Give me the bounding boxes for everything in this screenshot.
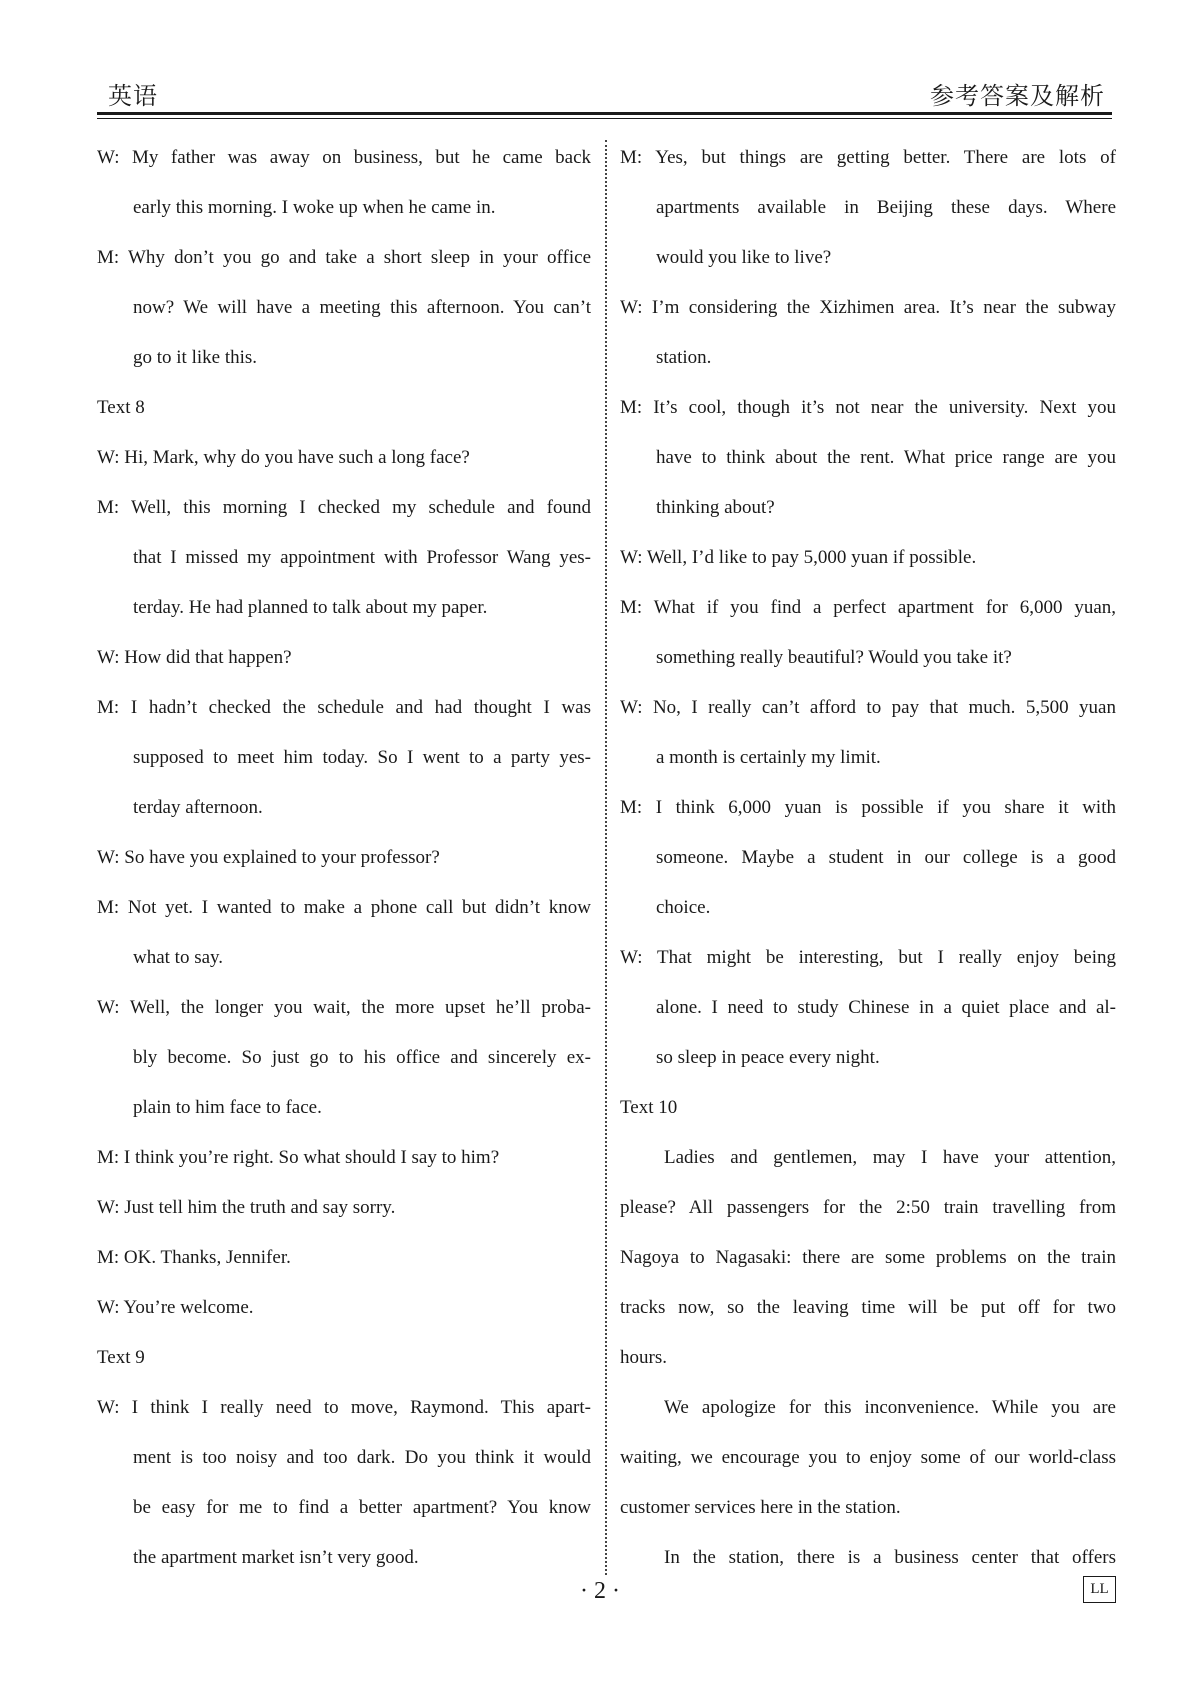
text-line: W: Just tell him the truth and say sorry.	[97, 1197, 396, 1218]
ll-badge: LL	[1083, 1576, 1116, 1603]
text-line: Text 9	[97, 1347, 145, 1368]
text-line: Ladies and gentlemen, may I have your attention,	[664, 1147, 1116, 1168]
text-line: M: I think 6,000 yuan is possible if you share it with	[620, 797, 1116, 818]
text-line: W: I’m considering the Xizhimen area. It’s near the subway	[620, 297, 1116, 318]
column-divider	[605, 140, 607, 1575]
header-rule-thin	[97, 118, 1112, 119]
text-line: someone. Maybe a student in our college is a good	[656, 847, 1116, 868]
text-line: W: That might be interesting, but I really enjoy being	[620, 947, 1116, 968]
text-line: bly become. So just go to his office and sincerely ex-	[133, 1047, 591, 1068]
header-rule-thick	[97, 112, 1112, 115]
text-line: please? All passengers for the 2:50 train travelling from	[620, 1197, 1116, 1218]
text-line: terday. He had planned to talk about my paper.	[133, 597, 488, 618]
text-line: W: Well, I’d like to pay 5,000 yuan if possible.	[620, 547, 977, 568]
page-number: · 2 ·	[580, 1578, 620, 1604]
text-line: ment is too noisy and too dark. Do you think it would	[133, 1447, 591, 1468]
text-line: apartments available in Beijing these days. Where	[656, 197, 1116, 218]
text-line: Nagoya to Nagasaki: there are some problems on the train	[620, 1247, 1116, 1268]
text-line: W: So have you explained to your professor?	[97, 847, 440, 868]
text-line: In the station, there is a business center that offers	[664, 1547, 1116, 1568]
text-line: plain to him face to face.	[133, 1097, 322, 1118]
text-line: tracks now, so the leaving time will be put off for two	[620, 1297, 1116, 1318]
text-line: choice.	[656, 897, 711, 918]
text-line: W: My father was away on business, but he came back	[97, 147, 591, 168]
text-line: M: Not yet. I wanted to make a phone call but didn’t know	[97, 897, 591, 918]
text-line: go to it like this.	[133, 347, 258, 368]
text-line: thinking about?	[656, 497, 775, 518]
text-line: W: How did that happen?	[97, 647, 292, 668]
text-line: early this morning. I woke up when he came in.	[133, 197, 496, 218]
text-line: have to think about the rent. What price range are you	[656, 447, 1116, 468]
text-line: M: Why don’t you go and take a short sleep in your office	[97, 247, 591, 268]
text-line: what to say.	[133, 947, 224, 968]
text-line: M: I think you’re right. So what should I say to him?	[97, 1147, 500, 1168]
left-column	[97, 133, 591, 1583]
text-line: station.	[656, 347, 712, 368]
text-line: M: Yes, but things are getting better. There are lots of	[620, 147, 1116, 168]
text-line: now? We will have a meeting this afternoon. You can’t	[133, 297, 591, 318]
text-line: a month is certainly my limit.	[656, 747, 881, 768]
text-line: Text 8	[97, 397, 145, 418]
subject-header: 英语	[108, 82, 158, 110]
text-line: M: Well, this morning I checked my schedule and found	[97, 497, 591, 518]
text-line: W: No, I really can’t afford to pay that much. 5,500 yuan	[620, 697, 1116, 718]
text-line: terday afternoon.	[133, 797, 263, 818]
text-line: M: What if you find a perfect apartment for 6,000 yuan,	[620, 597, 1116, 618]
text-line: customer services here in the station.	[620, 1497, 901, 1518]
text-line: be easy for me to find a better apartment? You know	[133, 1497, 591, 1518]
text-line: hours.	[620, 1347, 667, 1368]
text-line: W: Well, the longer you wait, the more upset he’ll proba-	[97, 997, 591, 1018]
text-line: M: OK. Thanks, Jennifer.	[97, 1247, 291, 1268]
text-line: alone. I need to study Chinese in a quiet place and al-	[656, 997, 1116, 1018]
text-line: supposed to meet him today. So I went to a party yes-	[133, 747, 591, 768]
section-header: 参考答案及解析	[930, 82, 1105, 110]
text-line: W: You’re welcome.	[97, 1297, 254, 1318]
text-line: W: Hi, Mark, why do you have such a long face?	[97, 447, 470, 468]
text-line: We apologize for this inconvenience. While you are	[664, 1397, 1116, 1418]
text-line: that I missed my appointment with Professor Wang yes-	[133, 547, 591, 568]
text-line: something really beautiful? Would you take it?	[656, 647, 1012, 668]
text-line: M: I hadn’t checked the schedule and had thought I was	[97, 697, 591, 718]
text-line: so sleep in peace every night.	[656, 1047, 880, 1068]
text-line: would you like to live?	[656, 247, 832, 268]
text-line: the apartment market isn’t very good.	[133, 1547, 419, 1568]
text-line: W: I think I really need to move, Raymond. This apart-	[97, 1397, 591, 1418]
right-column	[620, 133, 1116, 1583]
text-line: M: It’s cool, though it’s not near the university. Next you	[620, 397, 1116, 418]
text-line: Text 10	[620, 1097, 678, 1118]
text-line: waiting, we encourage you to enjoy some of our world-class	[620, 1447, 1116, 1468]
